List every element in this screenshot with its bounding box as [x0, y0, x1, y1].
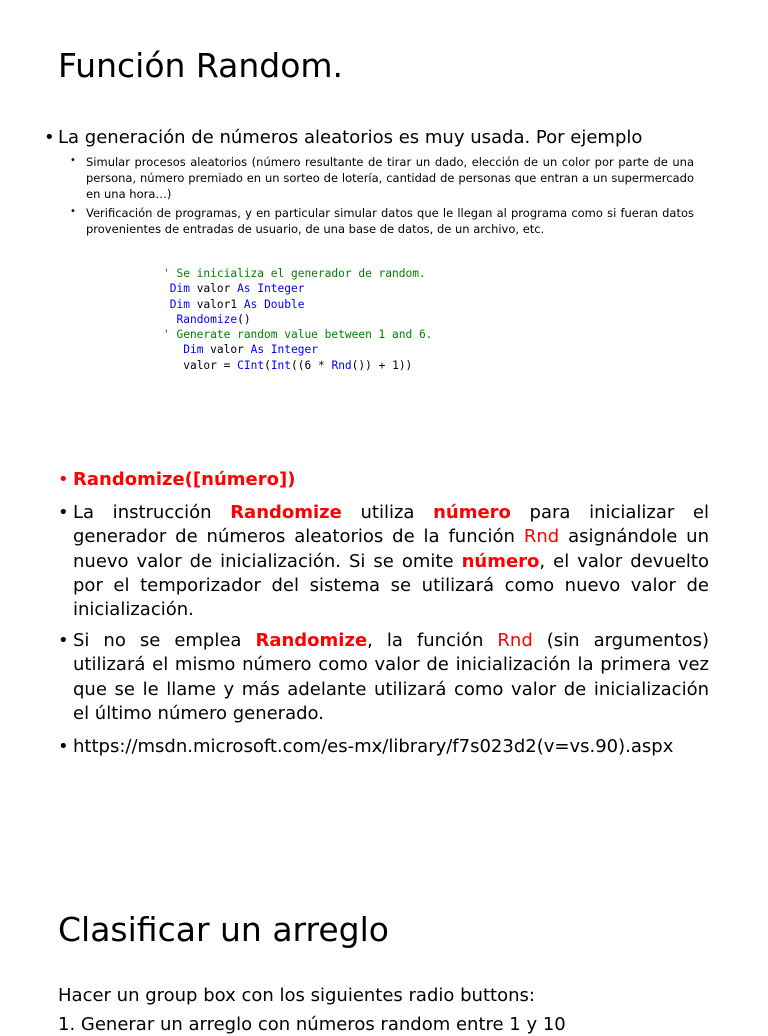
keyword-randomize: Randomize — [230, 502, 342, 523]
code-keyword: Dim — [169, 297, 190, 311]
reference-link[interactable]: https://msdn.microsoft.com/es-mx/library/f7s023d2(v=vs.90).aspx — [73, 736, 674, 757]
bullet-icon: • — [44, 127, 55, 148]
code-text: valor1 — [189, 297, 244, 311]
code-keyword: CInt — [237, 358, 265, 372]
code-keyword: Dim — [169, 282, 190, 296]
syntax-bullet — [58, 468, 709, 492]
code-text: ((6 * — [291, 358, 332, 372]
bullet-icon: • — [58, 736, 69, 757]
code-text: valor = — [183, 358, 238, 372]
text-run: , la función — [367, 630, 498, 651]
slide-2-intro: Hacer un group box con los siguientes radio buttons: — [58, 985, 535, 1006]
code-text: valor — [189, 282, 238, 296]
text-run: utiliza — [341, 502, 434, 523]
slide-2-title: Clasificar un arreglo — [58, 910, 389, 949]
keyword-randomize: Randomize — [255, 630, 368, 651]
code-text: ()) + 1)) — [351, 358, 413, 372]
paragraph-1-text — [58, 501, 709, 622]
link-bullet — [58, 735, 709, 759]
code-keyword: Randomize — [176, 312, 238, 326]
bullet-icon: • — [58, 630, 69, 651]
code-text: ( — [264, 358, 271, 372]
keyword-rnd: Rnd — [497, 630, 533, 651]
code-keyword: As Integer — [250, 343, 318, 357]
slide-title: Función Random. — [58, 46, 344, 85]
paragraph-1 — [58, 501, 709, 622]
code-text: () — [237, 312, 251, 326]
bullet-icon: • — [58, 469, 69, 490]
code-keyword: Rnd — [331, 358, 352, 372]
intro-text: La generación de números aleatorios es muy usada. Por ejemplo — [58, 127, 643, 148]
text-run: La instrucción — [73, 502, 231, 523]
code-keyword: As Integer — [237, 282, 305, 296]
slide-2-list-item: 1. Generar un arreglo con números random entre 1 y 10 — [58, 1014, 566, 1035]
sub-bullet-text: Verificación de programas, y en particular simular datos que le llegan al programa como si fueran datos provenientes de entradas de usuario, de una base de datos, de un archivo, etc. — [86, 206, 694, 236]
sub-bullet-1 — [70, 154, 694, 202]
intro-bullet — [44, 127, 699, 149]
sub-bullet-text: Simular procesos aleatorios (número resultante de tirar un dado, elección de un color por parte de una persona, número premiado en un sorteo de lotería, cantidad de personas que entran a un supermercado en una hora…) — [86, 155, 694, 201]
paragraph-2-text — [58, 629, 709, 726]
bullet-icon: • — [70, 206, 76, 217]
syntax-heading: Randomize([número]) — [73, 469, 296, 490]
bullet-icon: • — [58, 502, 69, 523]
text-run: , el valor devuelto por el temporizador del sistema se utilizará como nuevo valor de inicialización. — [73, 550, 710, 621]
text-run: para inicializar el generador de números aleatorios de la función — [73, 502, 709, 548]
code-text: valor — [203, 343, 251, 357]
text-run: Si no se emplea — [73, 630, 256, 651]
keyword-numero: número — [461, 550, 540, 572]
code-keyword: As Double — [243, 297, 305, 311]
bullet-icon: • — [70, 155, 76, 166]
code-keyword: Dim — [183, 343, 204, 357]
code-comment: ' Se inicializa el generador de random. — [163, 267, 426, 280]
keyword-numero: número — [433, 502, 511, 523]
code-comment: ' Generate random value between 1 and 6. — [163, 328, 433, 342]
code-keyword: Int — [270, 358, 292, 372]
text-run: (sin argumentos) utilizará el mismo número como valor de inicialización la primera vez que se le llame y más adelante utilizará como valor de inicialización el último número generado. — [73, 630, 710, 724]
keyword-rnd: Rnd — [523, 526, 560, 548]
text-run: asignándole un nuevo valor de inicialización. Si se omite — [73, 526, 709, 572]
paragraph-2 — [58, 629, 709, 726]
sub-bullet-2 — [70, 205, 694, 237]
code-block — [163, 266, 432, 373]
